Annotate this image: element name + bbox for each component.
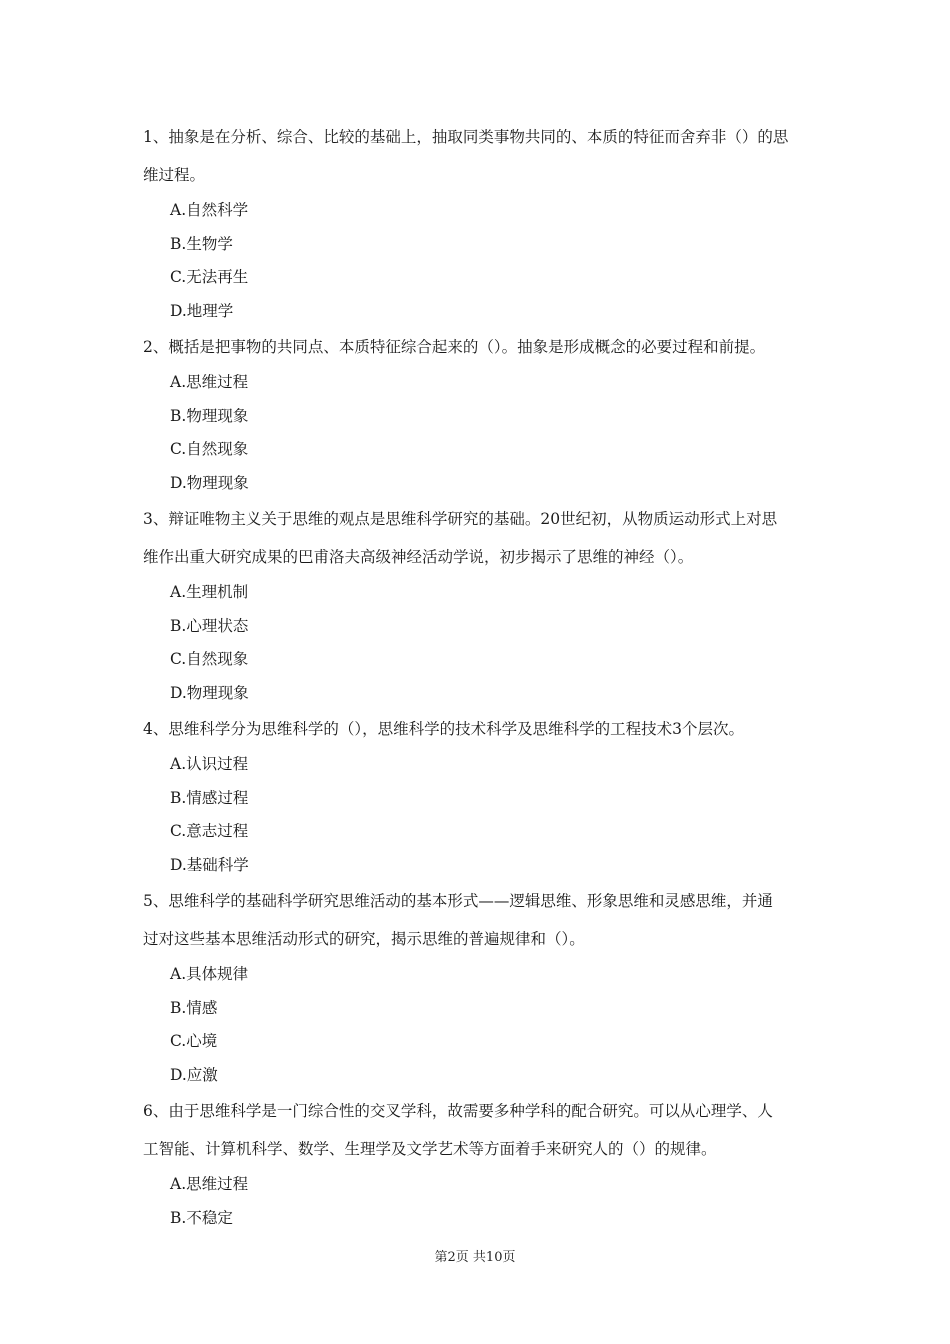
option-d: D.地理学 [170,301,234,320]
option-c: C.自然现象 [170,440,249,458]
question [143,118,813,328]
question-stem-line: 5、思维科学的基础科学研究思维活动的基本形式——逻辑思维、形象思维和灵感思维，并通 [143,892,773,910]
option-a: A.具体规律 [170,965,249,983]
option-b: B.不稳定 [170,1208,233,1227]
option-a: A.思维过程 [170,1175,249,1193]
question [143,500,813,710]
question-stem-line: 6、由于思维科学是一门综合性的交叉学科，故需要多种学科的配合研究。可以从心理学、人 [143,1102,773,1120]
question [143,328,813,500]
option-b: B.情感 [170,998,218,1017]
question-stem-line: 维过程。 [143,166,206,184]
option-c: C.心境 [170,1032,218,1050]
question-list [143,118,813,1235]
option-b: B.情感过程 [170,788,249,807]
option-d: D.物理现象 [170,473,249,492]
question-stem-line: 1、抽象是在分析、综合、比较的基础上，抽取同类事物共同的、本质的特征而舍弃非（）的思 [143,128,789,146]
page-footer: 第2页 共10页 [434,1250,516,1265]
question [143,882,813,1092]
option-a: A.生理机制 [170,583,249,601]
option-d: D.应激 [170,1065,218,1084]
question-stem-line: 工智能、计算机科学、数学、生理学及文学艺术等方面着手来研究人的（）的规律。 [143,1140,717,1158]
option-d: D.基础科学 [170,855,249,874]
option-b: B.生物学 [170,234,233,253]
option-c: C.意志过程 [170,822,249,840]
option-c: C.自然现象 [170,650,249,668]
question [143,710,813,882]
option-d: D.物理现象 [170,683,249,702]
question-stem-line: 3、辩证唯物主义关于思维的观点是思维科学研究的基础。20世纪初，从物质运动形式上对思 [143,510,778,528]
question [143,1092,813,1235]
option-a: A.思维过程 [170,373,249,391]
option-b: B.物理现象 [170,406,249,425]
option-a: A.认识过程 [170,755,249,773]
question-stem-line: 维作出重大研究成果的巴甫洛夫高级神经活动学说，初步揭示了思维的神经（）。 [143,548,694,566]
option-c: C.无法再生 [170,268,249,286]
option-a: A.自然科学 [170,201,249,219]
question-stem-line: 过对这些基本思维活动形式的研究，揭示思维的普遍规律和（）。 [143,930,585,948]
question-stem-line: 2、概括是把事物的共同点、本质特征综合起来的（）。抽象是形成概念的必要过程和前提。 [143,338,766,356]
option-b: B.心理状态 [170,616,249,635]
question-stem-line: 4、思维科学分为思维科学的（），思维科学的技术科学及思维科学的工程技术3个层次。 [143,720,744,738]
